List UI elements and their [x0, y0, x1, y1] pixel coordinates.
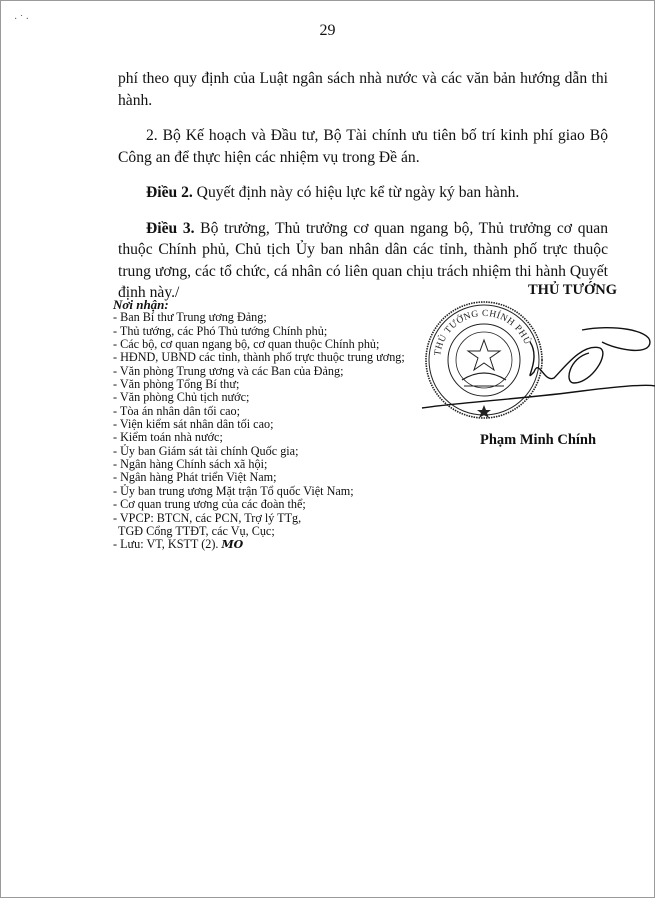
- recipient-item: - Văn phòng Tổng Bí thư;: [113, 377, 240, 392]
- star-icon: [468, 340, 500, 370]
- article-text: Quyết định này có hiệu lực kể từ ngày ký ban hành.: [192, 184, 520, 201]
- recipient-item: - Ủy ban Giám sát tài chính Quốc gia;: [113, 443, 299, 458]
- recipient-item: - Văn phòng Trung ương và các Ban của Đảng;: [113, 363, 344, 378]
- recipient-item: - Ngân hàng Chính sách xã hội;: [113, 457, 268, 472]
- recipient-item: - Cơ quan trung ương của các đoàn thể;: [113, 497, 306, 512]
- recipient-item: - Ban Bí thư Trung ương Đảng;: [113, 310, 267, 325]
- recipients-title: Nơi nhận:: [113, 297, 169, 312]
- article-label: Điều 3.: [146, 219, 195, 237]
- paragraph: 2. Bộ Kế hoạch và Đầu tư, Bộ Tài chính ưu tiên bố trí kinh phí giao Bộ Công an để thực hiện các nhiệm vụ trong Đề án.: [118, 127, 608, 166]
- signer-name: Phạm Minh Chính: [480, 432, 597, 448]
- article-2: [118, 182, 608, 204]
- recipient-item: - Thủ tướng, các Phó Thủ tướng Chính phủ;: [113, 323, 328, 338]
- recipient-item: - VPCP: BTCN, các PCN, Trợ lý TTg,: [113, 510, 302, 525]
- recipient-item: TGĐ Cổng TTĐT, các Vụ, Cục;: [118, 523, 275, 538]
- seal-text: THỦ TƯỚNG CHÍNH PHỦ: [433, 308, 532, 357]
- recipient-item: [113, 538, 405, 551]
- recipient-item: - Các bộ, cơ quan ngang bộ, cơ quan thuộc Chính phủ;: [113, 337, 380, 352]
- paragraph: phí theo quy định của Luật ngân sách nhà nước và các văn bản hướng dẫn thi hành.: [118, 70, 608, 109]
- scan-speck: · ˙ ·: [14, 14, 29, 25]
- recipient-item: - Viện kiểm sát nhân dân tối cao;: [113, 417, 274, 432]
- recipient-item: - Kiểm toán nhà nước;: [113, 430, 223, 445]
- handwritten-initials: MO: [221, 538, 244, 552]
- recipient-item: - Tòa án nhân dân tối cao;: [113, 403, 241, 418]
- article-label: Điều 2.: [146, 184, 193, 201]
- recipient-item: - Ủy ban trung ương Mặt trận Tổ quốc Việt Nam;: [113, 483, 354, 498]
- star-icon: [477, 405, 491, 418]
- recipient-item: - Ngân hàng Phát triển Việt Nam;: [113, 470, 277, 485]
- recipient-text: - Lưu: VT, KSTT (2).: [113, 537, 219, 552]
- recipient-item: - HĐND, UBND các tỉnh, thành phố trực thuộc trung ương;: [113, 350, 405, 365]
- article-text: Bộ trưởng, Thủ trưởng cơ quan ngang bộ, Thủ trưởng cơ quan thuộc Chính phủ, Chủ tịch Ủy ban nhân dân các tỉnh, thành phố trực thuộc trung ương, các tổ chức, cá nhân có liên quan chịu trách nhiệm thi hành Quyết định này./: [118, 219, 609, 301]
- signer-title: THỦ TƯỚNG: [528, 282, 618, 298]
- document-body: [118, 68, 608, 304]
- page-number: 29: [319, 22, 336, 39]
- recipient-item: - Văn phòng Chủ tịch nước;: [113, 390, 250, 405]
- recipients-list: [113, 298, 405, 552]
